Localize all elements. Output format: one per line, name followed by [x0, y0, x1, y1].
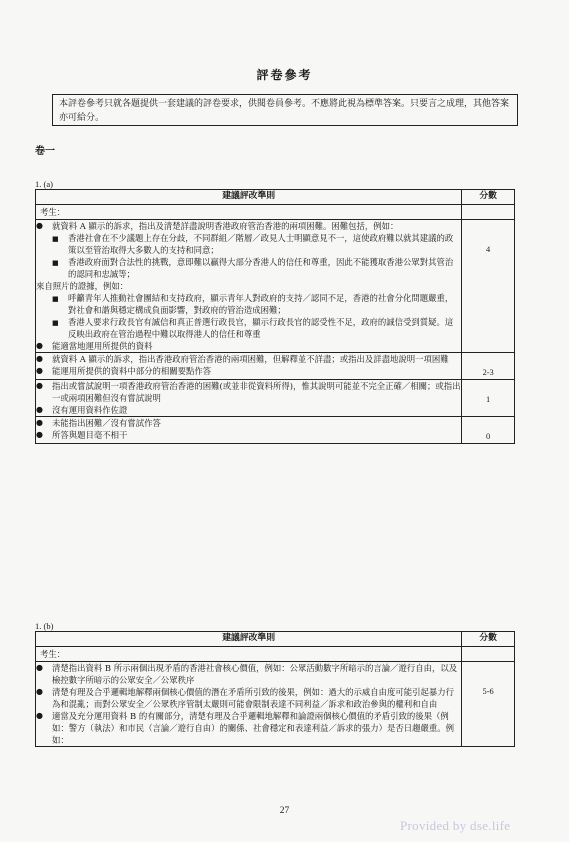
candidate-label: 考生： — [36, 647, 462, 662]
marking-table-1a — [35, 189, 515, 444]
score-band — [36, 353, 515, 380]
criterion-text: 指出或嘗試說明一項香港政府管治香港的困難(或並非從資料所得)，惟其說明可能並不完全正確／相關；或指出一或兩項困難但沒有嘗試說明 — [52, 381, 461, 403]
round-bullet-icon: ● — [36, 418, 43, 427]
question-label-1a: 1. (a) — [35, 179, 53, 189]
criterion-point — [36, 340, 461, 352]
page-title: 評卷參考 — [256, 68, 313, 82]
criterion-text: 就資料 A 顯示的訴求，指出及清楚詳盡說明香港政府管治香港的兩項困難。困難包括，例如： — [52, 221, 399, 231]
criterion-text: 就資料 A 顯示的訴求，指出香港政府管治香港的兩項困難，但解釋並不詳盡；或指出及詳盡地說明一項困難 — [52, 354, 449, 364]
criterion-text: 能適當地運用所提供的資料 — [52, 341, 153, 351]
round-bullet-icon: ● — [36, 221, 43, 230]
score-band — [36, 417, 515, 444]
lead-in-text — [36, 280, 461, 292]
band-criteria — [36, 662, 462, 747]
square-bullet-icon: ■ — [52, 319, 59, 327]
criterion-text: 香港人要求行政長官有誠信和真正普選行政長官，顯示行政長官的認受性不足，政府的誠信受到質疑。這反映出政府在管治過程中難以取得港人的信任和尊重 — [68, 317, 454, 339]
criterion-point — [36, 710, 461, 746]
criterion-text: 來自照片的證據，例如： — [36, 281, 129, 291]
criterion-point — [36, 380, 461, 404]
sub-point — [36, 256, 461, 280]
header-criteria: 建議評改準則 — [36, 632, 462, 647]
criterion-point — [36, 365, 461, 377]
question-label-1b: 1. (b) — [35, 621, 54, 631]
band-score — [462, 220, 515, 353]
band-criteria — [36, 417, 462, 444]
sub-point — [36, 232, 461, 256]
criterion-point — [36, 404, 461, 416]
criterion-text: 呼籲青年人推動社會團結和支持政府，顯示青年人對政府的支持／認同不足，香港的社會分化問題嚴重，對社會和諧與穩定構成負面影響，對政府的管治造成困難； — [68, 293, 454, 315]
criterion-text: 適當及充分運用資料 B 的有關部分，清楚有理及合乎邏輯地解釋和論證兩個核心價值的矛盾引致的後果（例如：警方（執法）和市民（言論／遊行自由）的關係、社會穩定和表達利益／訴求的張力）是否日趨嚴重。例如： — [52, 711, 454, 745]
score-value: 5-6 — [482, 687, 494, 696]
round-bullet-icon: ● — [36, 430, 43, 439]
criterion-point — [36, 353, 461, 365]
criterion-text: 未能指出困難／沒有嘗試作答 — [52, 418, 161, 428]
band-criteria — [36, 380, 462, 417]
round-bullet-icon: ● — [36, 663, 43, 672]
criterion-point — [36, 662, 461, 686]
criterion-point — [36, 220, 461, 232]
score-value: 4 — [486, 245, 491, 254]
score-value: 1 — [486, 395, 491, 404]
marking-table-1b — [35, 631, 515, 747]
score-band — [36, 662, 515, 747]
sub-point — [36, 292, 461, 316]
square-bullet-icon: ■ — [52, 235, 59, 243]
criterion-text: 香港政府面對合法性的挑戰，意即難以贏得大部分香港人的信任和尊重，因此不能獲取香港公眾對其管治的認同和忠誠等； — [68, 257, 454, 279]
paper-heading: 卷一 — [35, 146, 55, 157]
round-bullet-icon: ● — [36, 366, 43, 375]
square-bullet-icon: ■ — [52, 259, 59, 267]
criterion-point — [36, 429, 461, 441]
watermark: Provided by dse.life — [400, 818, 511, 833]
round-bullet-icon: ● — [36, 711, 43, 720]
intro-note: 本評卷參考只就各題提供一套建議的評卷要求，供閱卷員參考。不應將此視為標準答案。只要言之成理，其他答案亦可給分。 — [52, 94, 518, 126]
criterion-text: 香港社會在不少議題上存在分歧，不同群組／階層／政見人士明顯意見不一，這使政府難以就其建議的政策以至管治取得大多數人的支持和同意； — [68, 233, 454, 255]
criterion-text: 沒有運用資料作佐證 — [52, 405, 128, 415]
round-bullet-icon: ● — [36, 405, 43, 414]
criterion-point — [36, 686, 461, 710]
candidate-label: 考生： — [36, 205, 462, 220]
criterion-text: 能運用所提供的資料中部分的相關要點作答 — [52, 366, 212, 376]
band-score — [462, 353, 515, 380]
header-score: 分數 — [462, 190, 515, 205]
header-criteria: 建議評改準則 — [36, 190, 462, 205]
sub-point — [36, 316, 461, 340]
band-list-1a — [36, 220, 515, 444]
band-score — [462, 662, 515, 747]
criterion-point — [36, 417, 461, 429]
band-criteria — [36, 220, 462, 353]
header-score: 分數 — [462, 632, 515, 647]
criterion-text: 清楚指出資料 B 所示兩個出現矛盾的香港社會核心價值，例如：公眾活動數字所暗示的言論／遊行自由，以及檢控數字所暗示的公眾安全／公眾秩序 — [52, 663, 458, 685]
round-bullet-icon: ● — [36, 354, 43, 363]
score-band — [36, 380, 515, 417]
page-number: 27 — [279, 806, 290, 816]
criterion-text: 清楚有理及合乎邏輯地解釋兩個核心價值的潛在矛盾所引致的後果，例如：過大的示威自由度可能引起暴力行為和混亂；而對公眾安全／公眾秩序管制太嚴則可能會限制表達不同利益／訴求和政治參與的權利和自由 — [52, 687, 454, 709]
score-value: 2-3 — [482, 368, 494, 377]
band-score — [462, 380, 515, 417]
band-criteria — [36, 353, 462, 380]
round-bullet-icon: ● — [36, 687, 43, 696]
score-band — [36, 220, 515, 353]
band-score — [462, 417, 515, 444]
round-bullet-icon: ● — [36, 341, 43, 350]
score-value: 0 — [486, 432, 491, 441]
square-bullet-icon: ■ — [52, 295, 59, 303]
band-list-1b — [36, 662, 515, 747]
round-bullet-icon: ● — [36, 381, 43, 390]
criterion-text: 所答與題目毫不相干 — [52, 430, 128, 440]
